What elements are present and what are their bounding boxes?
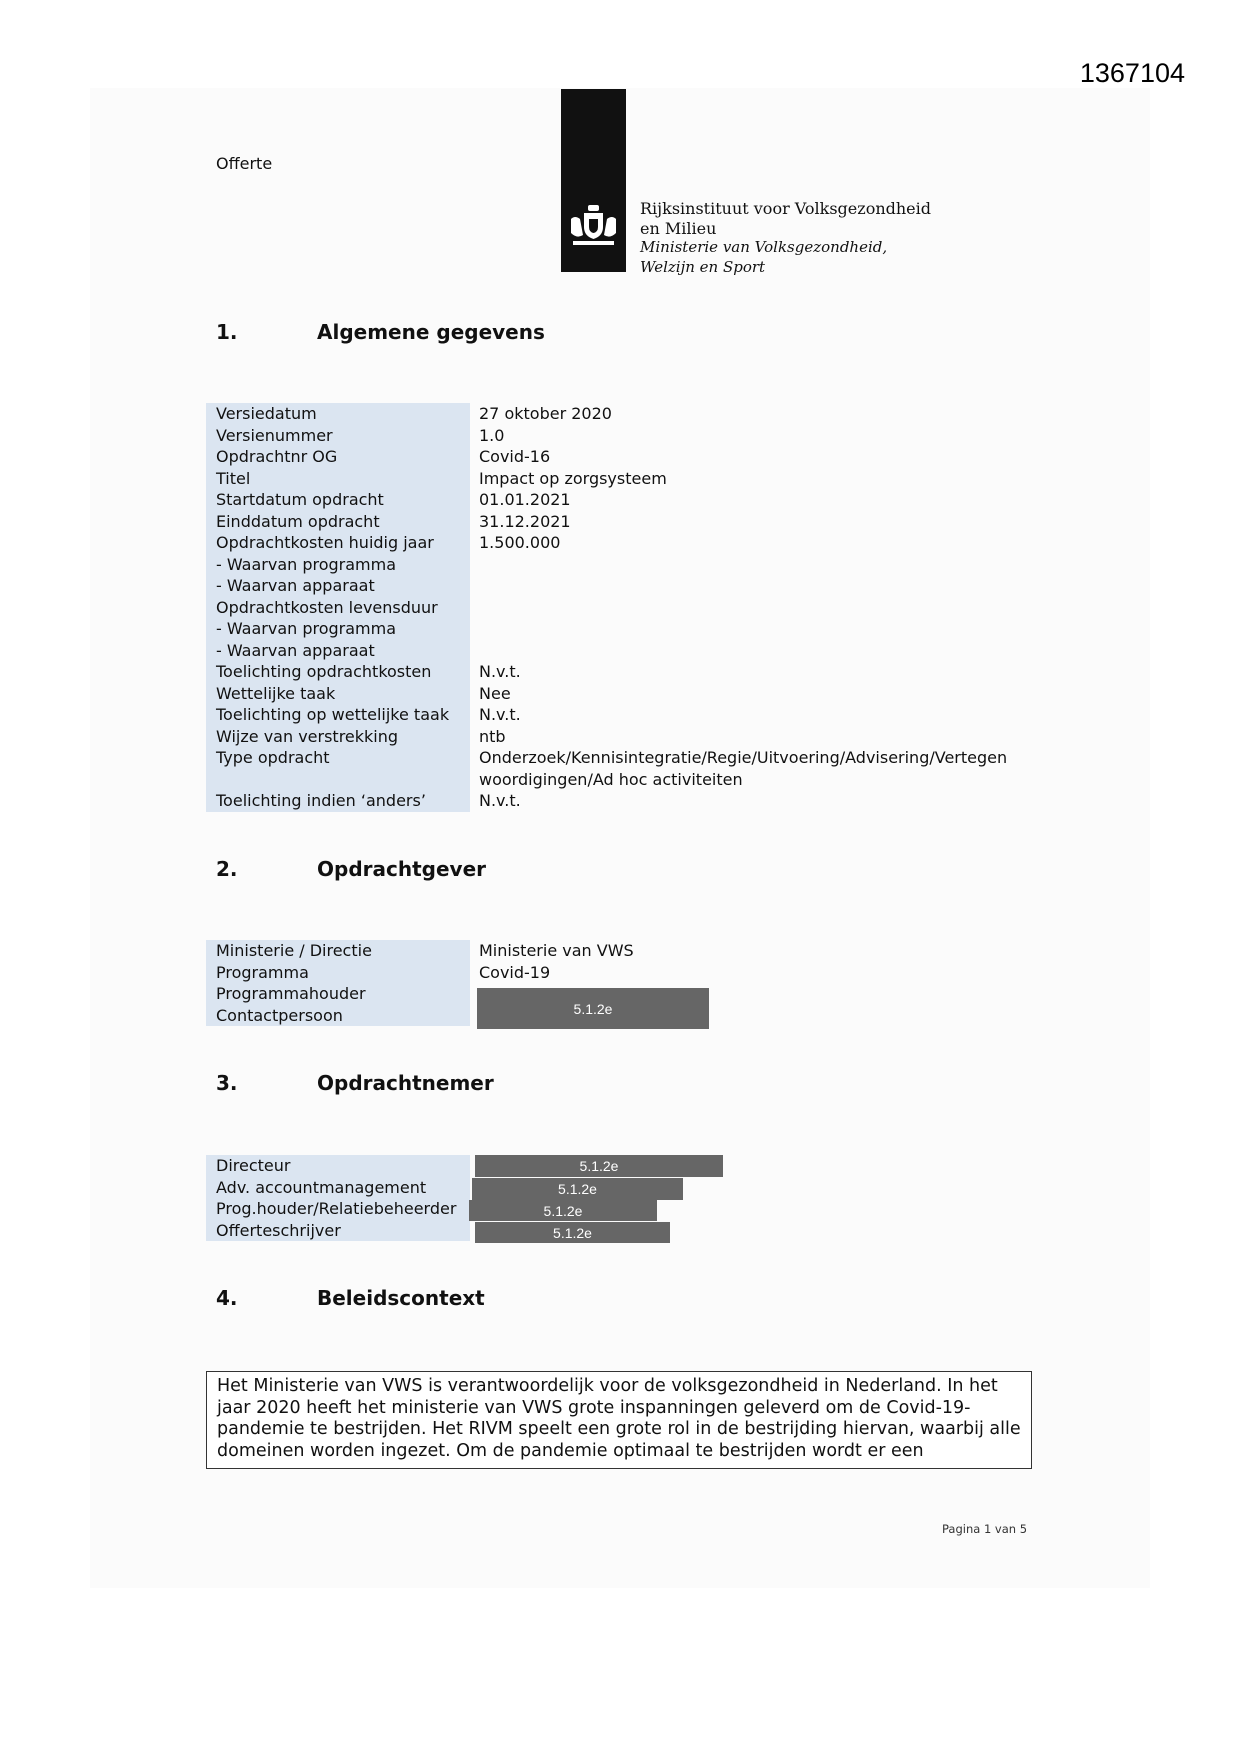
row-label: - Waarvan programma <box>206 554 470 576</box>
row-value: ntb <box>479 726 506 746</box>
row-label: Type opdracht <box>206 747 470 790</box>
row-label: Programmahouder <box>206 983 470 1005</box>
row-label: Opdrachtkosten levensduur <box>206 597 470 619</box>
document-number: 1367104 <box>1079 58 1185 88</box>
redaction-block: 5.1.2e <box>475 1155 723 1177</box>
page-number: Pagina 1 van 5 <box>942 1522 1028 1536</box>
row-value: 01.01.2021 <box>479 490 571 509</box>
section-title: Algemene gegevens <box>317 320 545 344</box>
row-value: Onderzoek/Kennisintegratie/Regie/Uitvoering/Advisering/Vertegen woordigingen/Ad hoc activiteiten <box>479 748 1008 789</box>
row-value: Covid-19 <box>479 962 551 982</box>
redaction-block: 5.1.2e <box>472 1178 683 1200</box>
row-label: Adv. accountmanagement <box>206 1177 470 1199</box>
row-label: Opdrachtnr OG <box>206 446 470 468</box>
row-label: Einddatum opdracht <box>206 511 470 533</box>
section-title: Opdrachtnemer <box>317 1071 494 1095</box>
section-heading-general <box>216 320 545 344</box>
section-heading-policy <box>216 1286 485 1310</box>
row-label: - Waarvan programma <box>206 618 470 640</box>
row-label: Toelichting op wettelijke taak <box>206 704 470 726</box>
row-value: Ministerie van VWS <box>479 941 634 960</box>
row-value: Nee <box>479 683 511 703</box>
row-label: Ministerie / Directie <box>206 940 470 962</box>
logo-line-4: Welzijn en Sport <box>640 257 766 276</box>
row-label: Programma <box>206 962 470 984</box>
row-label: Startdatum opdracht <box>206 489 470 511</box>
section-number: 2. <box>216 857 238 881</box>
section-title: Opdrachtgever <box>317 857 486 881</box>
row-label: Prog.houder/Relatiebeheerder <box>206 1198 470 1220</box>
section-number: 1. <box>216 320 238 344</box>
row-value: 1.0 <box>479 425 505 445</box>
row-label: Contactpersoon <box>206 1005 470 1027</box>
row-value: Impact op zorgsysteem <box>479 468 667 488</box>
redaction-block: 5.1.2e <box>469 1200 657 1221</box>
logo-line-2: en Milieu <box>640 218 717 238</box>
redaction-block: 5.1.2e <box>475 1222 670 1243</box>
coat-of-arms-icon <box>567 205 620 251</box>
row-value: N.v.t. <box>479 662 521 681</box>
row-value: N.v.t. <box>479 791 521 810</box>
row-value: 1.500.000 <box>479 533 561 552</box>
row-label: Directeur <box>206 1155 470 1177</box>
row-value: 31.12.2021 <box>479 511 571 531</box>
row-value: 27 oktober 2020 <box>479 404 612 423</box>
section-heading-contractor <box>216 1071 494 1095</box>
section-number: 3. <box>216 1071 238 1095</box>
row-label: Toelichting indien ‘anders’ <box>206 790 470 812</box>
row-label: - Waarvan apparaat <box>206 640 470 662</box>
row-label: Wijze van verstrekking <box>206 726 470 748</box>
row-value: N.v.t. <box>479 705 521 724</box>
row-label: Toelichting opdrachtkosten <box>206 661 470 683</box>
row-label: Wettelijke taak <box>206 683 470 705</box>
row-value: Covid-16 <box>479 447 551 466</box>
redaction-block: 5.1.2e <box>477 988 709 1029</box>
row-label: Opdrachtkosten huidig jaar <box>206 532 470 554</box>
logo-line-1: Rijksinstituut voor Volksgezondheid <box>640 199 931 218</box>
rijksoverheid-logo <box>561 89 626 272</box>
section-title: Beleidscontext <box>317 1286 485 1310</box>
row-label: Offerteschrijver <box>206 1220 470 1242</box>
row-label: Versienummer <box>206 425 470 447</box>
policy-context-text: Het Ministerie van VWS is verantwoordelijk voor de volksgezondheid in Nederland. In het jaar 2020 heeft het ministerie van VWS grote inspanningen geleverd om de Covid-19-pandemie te bestrijden. Het RIVM speelt een grote rol in de bestrijding hiervan, waarbij alle domeinen worden ingezet. Om de pandemie optimaal te bestrijden wordt er een <box>206 1371 1032 1469</box>
document-type: Offerte <box>216 154 273 173</box>
logo-line-3: Ministerie van Volksgezondheid, <box>640 238 888 256</box>
row-label: Titel <box>206 468 470 490</box>
organisation-name <box>640 199 931 277</box>
row-label: Versiedatum <box>206 403 470 425</box>
section-heading-client <box>216 857 486 881</box>
page-background <box>90 88 1150 1588</box>
section-number: 4. <box>216 1286 238 1310</box>
row-label: - Waarvan apparaat <box>206 575 470 597</box>
